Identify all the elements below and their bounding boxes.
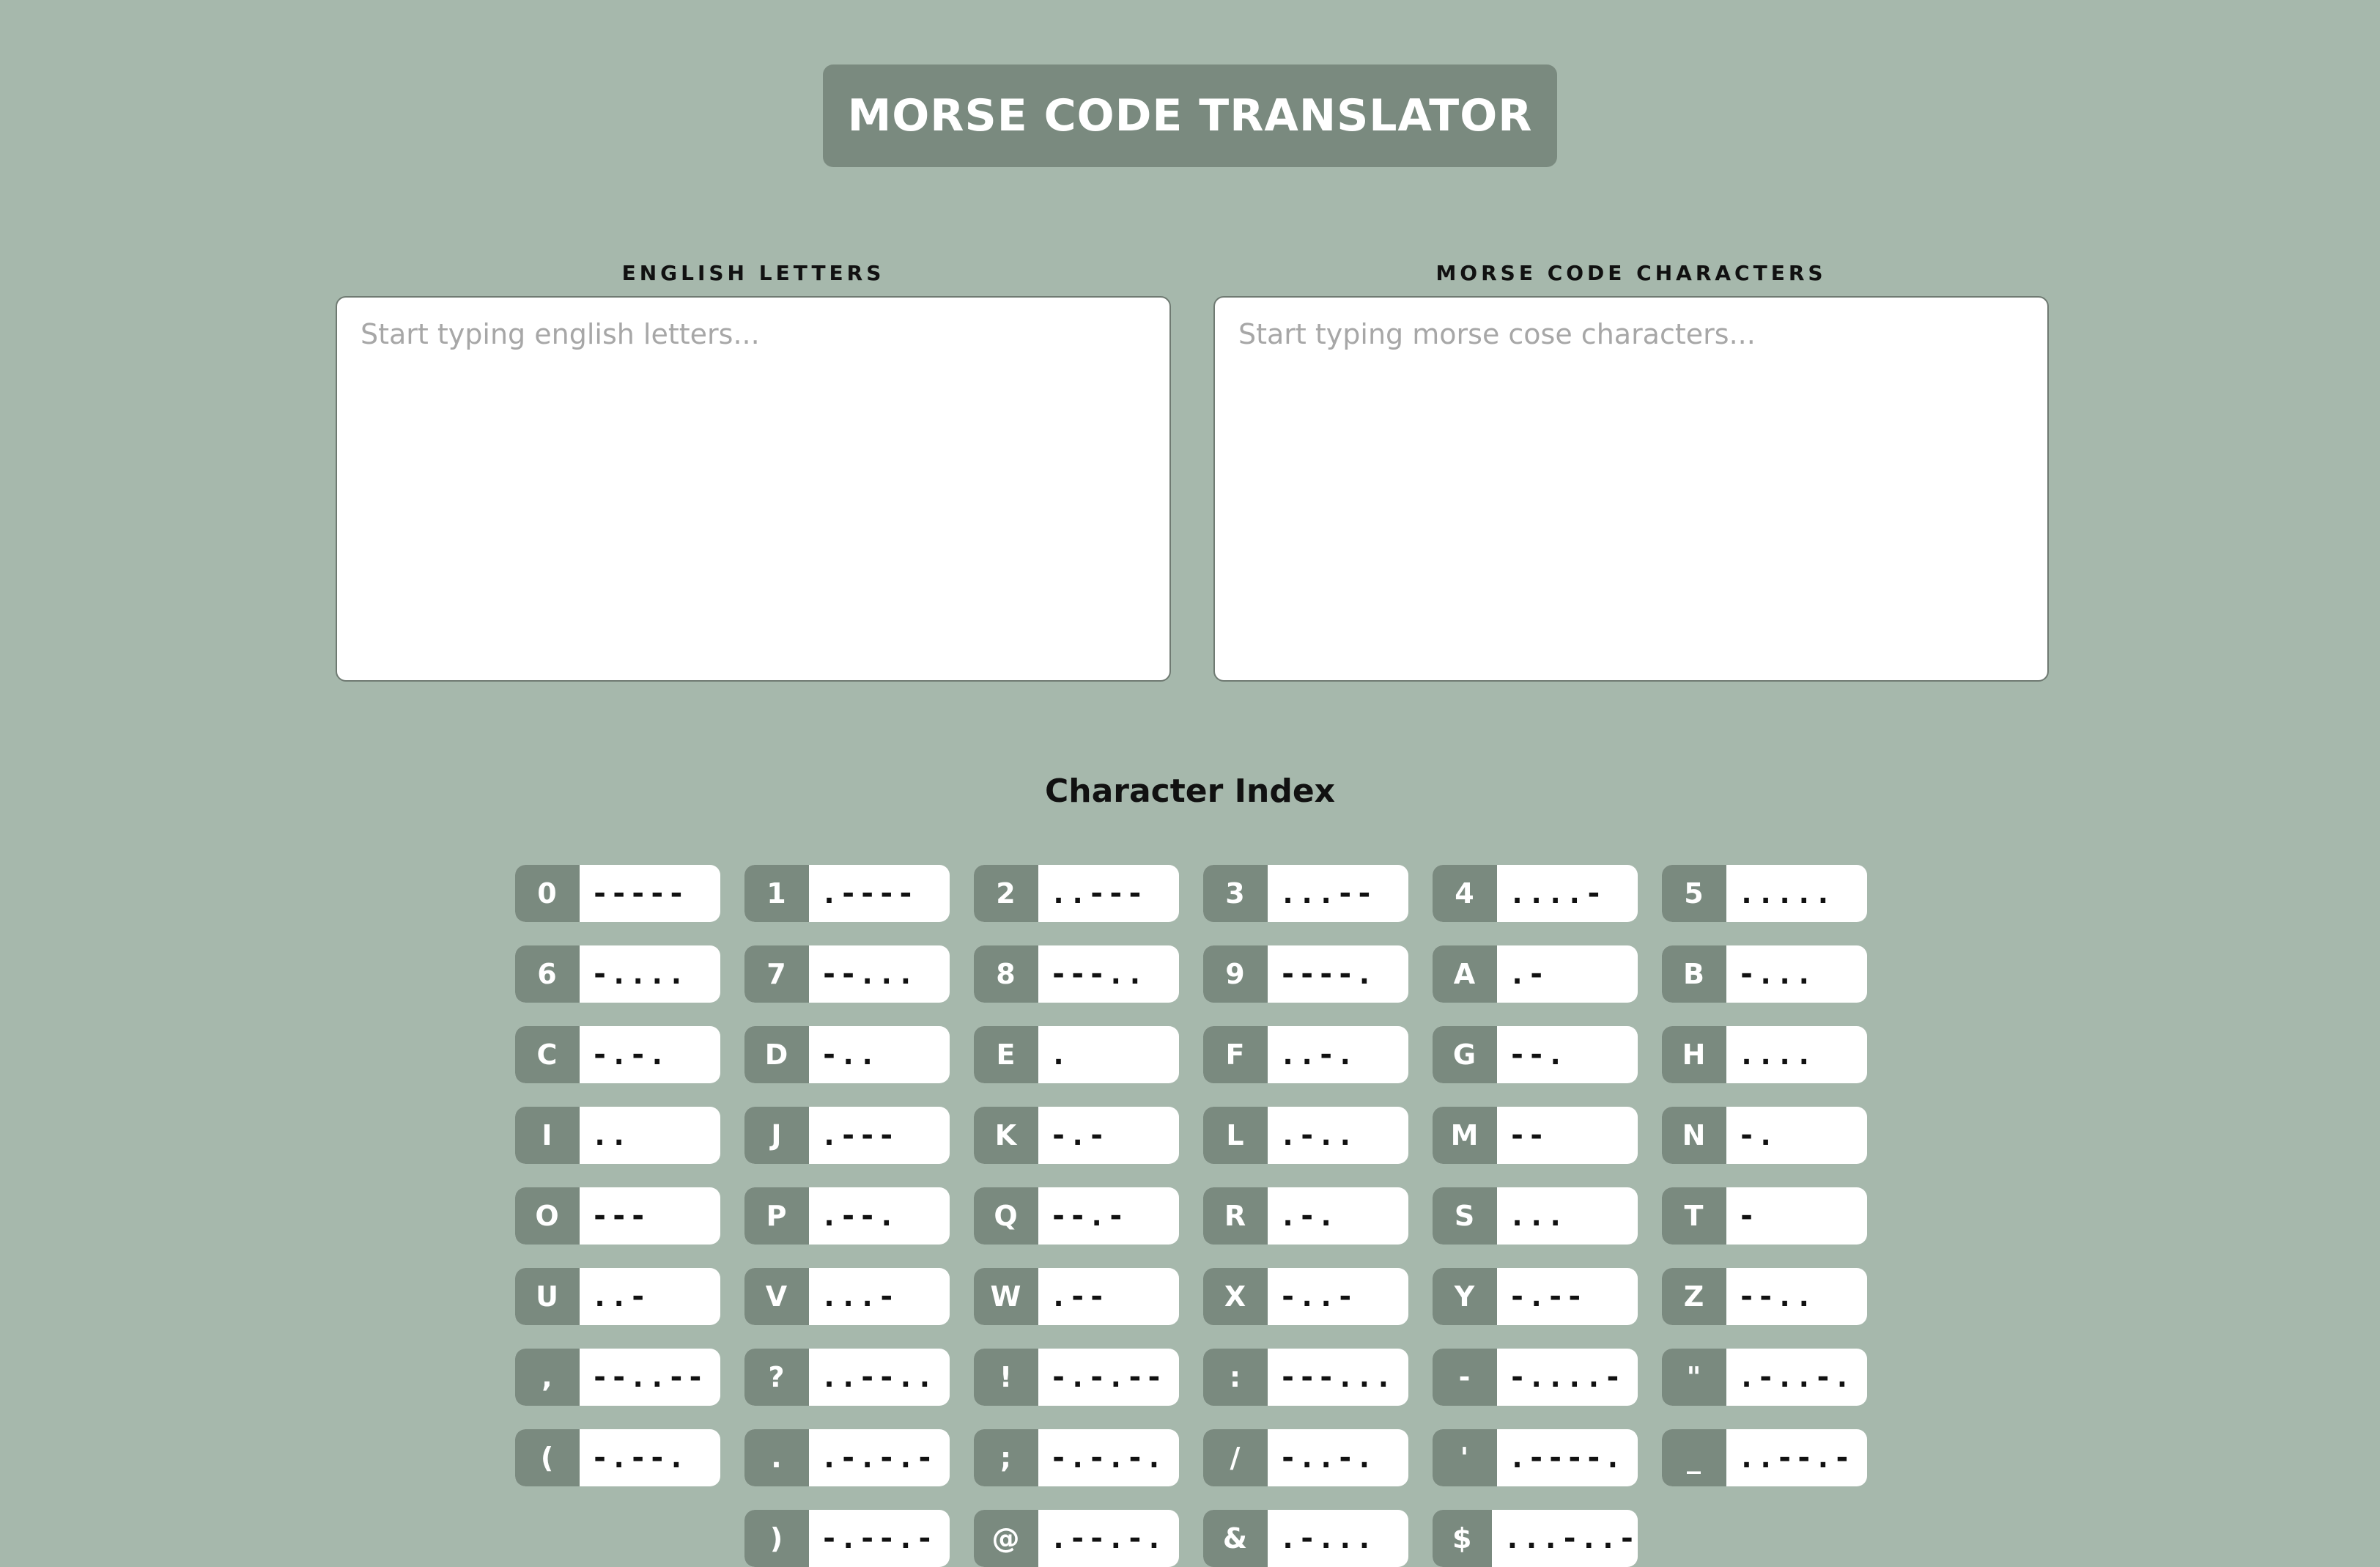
morse-code-value: ..- — [591, 1280, 648, 1313]
morse-code-value: -.... — [591, 957, 687, 991]
morse-code-value: - — [1737, 1199, 1757, 1233]
character-index-item — [974, 1107, 1179, 1164]
character-index-item — [515, 945, 720, 1003]
character-index-item — [744, 1107, 950, 1164]
character-label: Y — [1433, 1268, 1497, 1325]
character-index-item — [1203, 1026, 1408, 1083]
morse-code-value: -- — [1508, 1118, 1547, 1152]
character-label: X — [1203, 1268, 1268, 1325]
character-index-item — [1433, 1510, 1638, 1567]
morse-code-value: .-- — [1049, 1280, 1107, 1313]
page-title: MORSE CODE TRANSLATOR — [823, 64, 1558, 167]
morse-code-value: ..-. — [1279, 1038, 1356, 1072]
morse-code-value: .-... — [1279, 1522, 1375, 1555]
morse-code-value: .-.-.- — [820, 1441, 935, 1475]
character-label: R — [1203, 1187, 1268, 1245]
character-label: , — [515, 1349, 580, 1406]
character-label: ? — [744, 1349, 809, 1406]
character-label: 0 — [515, 865, 580, 922]
character-label: / — [1203, 1429, 1268, 1486]
morse-code-value: --..-- — [591, 1360, 706, 1394]
morse-code-value: -.-.-. — [1049, 1441, 1164, 1475]
character-label: E — [974, 1026, 1038, 1083]
character-label: L — [1203, 1107, 1268, 1164]
morse-code-value: -....- — [1508, 1360, 1623, 1394]
morse-code-value: .. — [591, 1118, 629, 1152]
character-label: " — [1662, 1349, 1726, 1406]
character-index-item — [1203, 1268, 1408, 1325]
character-label: D — [744, 1026, 809, 1083]
character-label: O — [515, 1187, 580, 1245]
character-label: 9 — [1203, 945, 1268, 1003]
morse-input[interactable] — [1213, 296, 2049, 682]
character-label: M — [1433, 1107, 1497, 1164]
character-index-item — [1662, 1187, 1867, 1245]
character-index-item — [1203, 1349, 1408, 1406]
character-label: - — [1433, 1349, 1497, 1406]
character-label: I — [515, 1107, 580, 1164]
character-label: T — [1662, 1187, 1726, 1245]
morse-code-value: -.-- — [1508, 1280, 1585, 1313]
header — [0, 64, 2380, 167]
character-label: V — [744, 1268, 809, 1325]
character-index-item — [744, 1429, 950, 1486]
character-label: & — [1203, 1510, 1268, 1567]
morse-code-value: -..- — [1279, 1280, 1356, 1313]
character-index-item — [1203, 865, 1408, 922]
morse-code-value: .---- — [820, 877, 916, 910]
character-label: ; — [974, 1429, 1038, 1486]
morse-code-value: ...- — [820, 1280, 897, 1313]
character-index-item — [1203, 945, 1408, 1003]
character-index-item — [1433, 1107, 1638, 1164]
morse-panel — [1213, 261, 2049, 682]
character-index-item — [1203, 1187, 1408, 1245]
character-label: 8 — [974, 945, 1038, 1003]
character-label: _ — [1662, 1429, 1726, 1486]
morse-code-value: ...-- — [1279, 877, 1375, 910]
character-index-item — [1203, 1107, 1408, 1164]
morse-code-value: -.-. — [591, 1038, 668, 1072]
morse-code-value: -. — [1737, 1118, 1776, 1152]
morse-code-value: ---.. — [1049, 957, 1145, 991]
character-label: J — [744, 1107, 809, 1164]
morse-code-value: ---... — [1279, 1360, 1394, 1394]
character-index-item — [515, 1268, 720, 1325]
morse-code-value: ...-..- — [1503, 1522, 1638, 1555]
morse-code-value: --- — [591, 1199, 648, 1233]
morse-code-value: ....- — [1508, 877, 1604, 910]
character-index-item — [744, 945, 950, 1003]
character-index-item — [515, 1107, 720, 1164]
character-index-title: Character Index — [1044, 773, 1336, 810]
character-index-item — [744, 1026, 950, 1083]
character-index-item — [1662, 1349, 1867, 1406]
english-input[interactable] — [336, 296, 1171, 682]
morse-code-value: --.- — [1049, 1199, 1126, 1233]
character-label: W — [974, 1268, 1038, 1325]
character-index-item — [974, 1349, 1179, 1406]
character-label: S — [1433, 1187, 1497, 1245]
morse-code-value: -.--.- — [820, 1522, 935, 1555]
character-label: ( — [515, 1429, 580, 1486]
character-label: Z — [1662, 1268, 1726, 1325]
character-index-item — [515, 1026, 720, 1083]
character-label: $ — [1433, 1510, 1492, 1567]
character-label: B — [1662, 945, 1726, 1003]
morse-code-value: ..... — [1737, 877, 1833, 910]
character-label: . — [744, 1429, 809, 1486]
character-label: 2 — [974, 865, 1038, 922]
morse-code-value: -.-.-- — [1049, 1360, 1164, 1394]
character-index-item — [974, 865, 1179, 922]
morse-code-value: ..--- — [1049, 877, 1145, 910]
character-index-item — [1433, 945, 1638, 1003]
morse-code-value: .- — [1508, 957, 1547, 991]
character-index-item — [974, 1510, 1179, 1567]
character-label: 4 — [1433, 865, 1497, 922]
character-index-item — [744, 1510, 950, 1567]
character-label: ' — [1433, 1429, 1497, 1486]
character-index-item — [1433, 865, 1638, 922]
character-index-item — [1203, 1510, 1408, 1567]
character-index-item — [974, 1187, 1179, 1245]
character-index-item — [744, 1349, 950, 1406]
morse-code-value: .-.. — [1279, 1118, 1356, 1152]
character-label: ) — [744, 1510, 809, 1567]
morse-code-value: --. — [1508, 1038, 1566, 1072]
morse-code-value: ----. — [1279, 957, 1375, 991]
morse-panel-label: MORSE CODE CHARACTERS — [1435, 261, 1827, 285]
character-label: 5 — [1662, 865, 1726, 922]
character-label: A — [1433, 945, 1497, 1003]
character-index-item — [1433, 1268, 1638, 1325]
character-label: ! — [974, 1349, 1038, 1406]
character-index-item — [974, 1026, 1179, 1083]
character-index-item — [1662, 945, 1867, 1003]
character-label: 6 — [515, 945, 580, 1003]
character-label: K — [974, 1107, 1038, 1164]
character-index-item — [974, 945, 1179, 1003]
character-index-item — [515, 1349, 720, 1406]
character-label: F — [1203, 1026, 1268, 1083]
character-index-item — [974, 1429, 1179, 1486]
character-index-item — [1662, 1429, 1867, 1486]
morse-code-value: .... — [1737, 1038, 1814, 1072]
morse-code-value: ... — [1508, 1199, 1566, 1233]
character-index-item — [515, 1429, 720, 1486]
character-index-item — [744, 865, 950, 922]
character-index-item — [1433, 1026, 1638, 1083]
character-index-item — [1662, 865, 1867, 922]
character-label: N — [1662, 1107, 1726, 1164]
character-index-item — [515, 1187, 720, 1245]
morse-code-value: .-. — [1279, 1199, 1337, 1233]
morse-code-value: .--.-. — [1049, 1522, 1164, 1555]
character-label: : — [1203, 1349, 1268, 1406]
morse-code-value: . — [1049, 1038, 1069, 1072]
morse-code-value: ..--.. — [820, 1360, 935, 1394]
character-label: @ — [974, 1510, 1038, 1567]
character-label: H — [1662, 1026, 1726, 1083]
character-index-item — [1662, 1268, 1867, 1325]
character-index-item — [1433, 1429, 1638, 1486]
character-index-item — [974, 1268, 1179, 1325]
character-label: U — [515, 1268, 580, 1325]
morse-code-value: .-..-. — [1737, 1360, 1852, 1394]
morse-code-value: .----. — [1508, 1441, 1623, 1475]
morse-code-value: ..--.- — [1737, 1441, 1852, 1475]
character-label: 7 — [744, 945, 809, 1003]
morse-code-value: .--- — [820, 1118, 897, 1152]
character-index-item — [1433, 1187, 1638, 1245]
character-index-item — [1433, 1349, 1638, 1406]
morse-code-value: .--. — [820, 1199, 897, 1233]
morse-code-value: -.- — [1049, 1118, 1107, 1152]
character-label: 3 — [1203, 865, 1268, 922]
morse-code-value: ----- — [591, 877, 687, 910]
character-index-item — [744, 1268, 950, 1325]
english-panel — [336, 261, 1171, 682]
character-index-item — [1662, 1107, 1867, 1164]
morse-code-value: -.--. — [591, 1441, 687, 1475]
character-label: 1 — [744, 865, 809, 922]
translator-panels — [336, 261, 2049, 682]
character-index-item — [1203, 1429, 1408, 1486]
morse-code-value: --.. — [1737, 1280, 1814, 1313]
character-index-item — [515, 865, 720, 922]
morse-code-value: --... — [820, 957, 916, 991]
morse-code-value: -.. — [820, 1038, 878, 1072]
character-label: P — [744, 1187, 809, 1245]
morse-code-value: -..-. — [1279, 1441, 1375, 1475]
character-label: G — [1433, 1026, 1497, 1083]
character-index-item — [744, 1187, 950, 1245]
character-label: Q — [974, 1187, 1038, 1245]
character-index-item — [1662, 1026, 1867, 1083]
english-panel-label: ENGLISH LETTERS — [621, 261, 885, 285]
morse-code-value: -... — [1737, 957, 1814, 991]
character-index-grid — [403, 865, 1978, 1567]
character-label: C — [515, 1026, 580, 1083]
